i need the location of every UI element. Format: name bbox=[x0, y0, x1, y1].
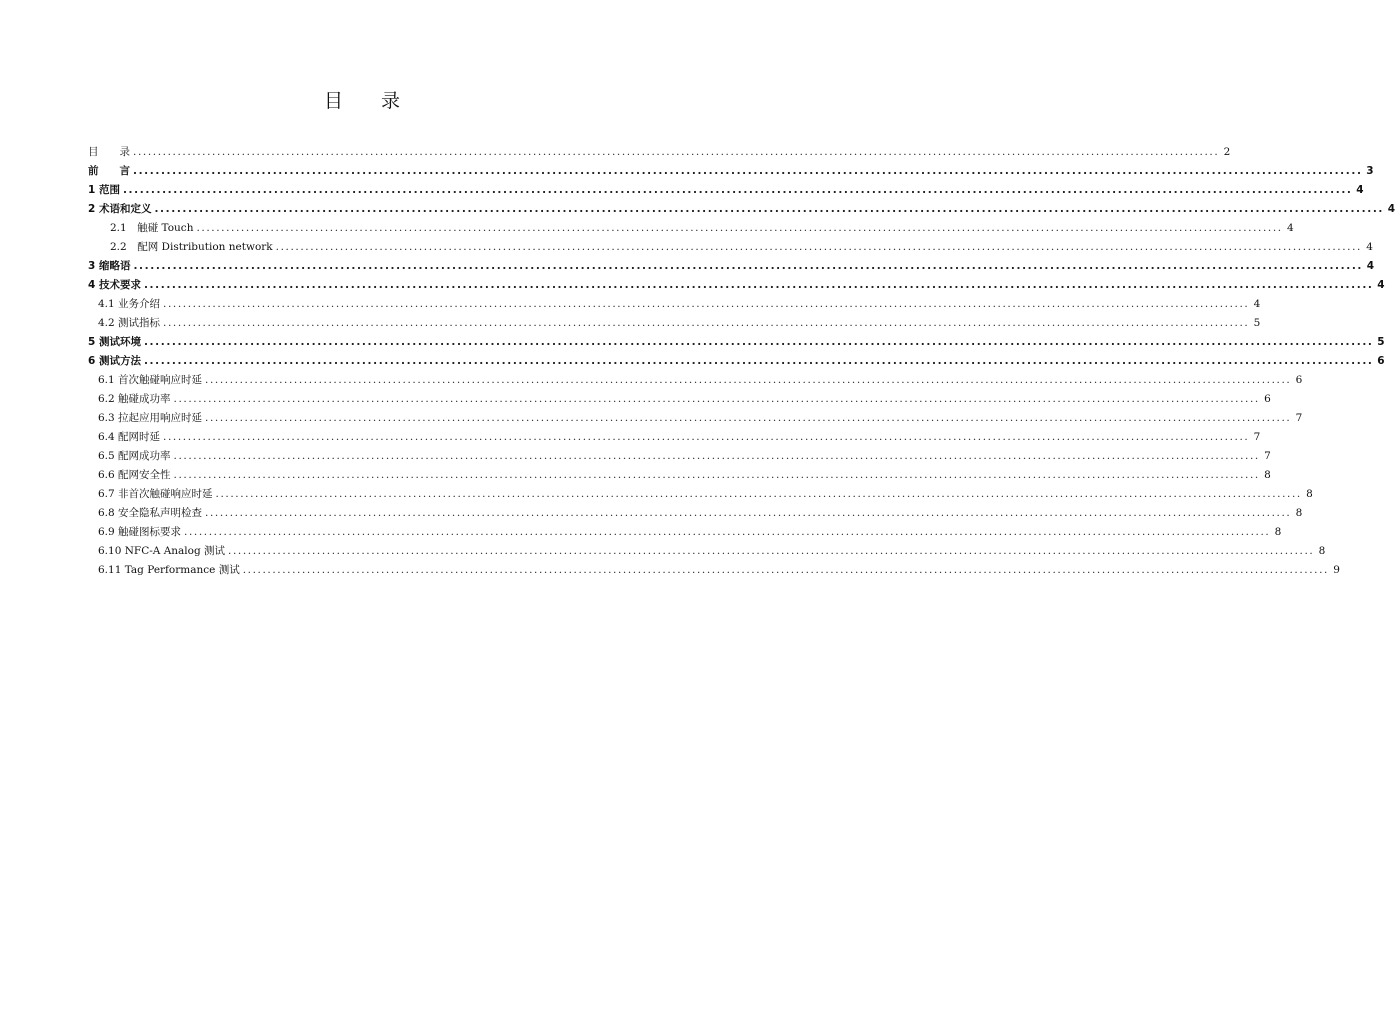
toc-entry-label: 6 测试方法 bbox=[88, 355, 141, 367]
toc-dot-leader: ............................................................................................................................................................................................................................ bbox=[184, 526, 1271, 538]
toc-entry-page-number: 4 bbox=[1377, 279, 1385, 291]
toc-entry-label: 前 言 bbox=[88, 165, 130, 177]
toc-entry-label: 2 术语和定义 bbox=[88, 203, 152, 215]
toc-entry[interactable] bbox=[88, 504, 1303, 523]
toc-dot-leader: ............................................................................................................................................................................................................................ bbox=[205, 374, 1292, 386]
toc-dot-leader: ............................................................................................................................................................................................................................ bbox=[133, 146, 1220, 158]
toc-entry-page-number: 7 bbox=[1253, 431, 1261, 443]
toc-entry-label: 6.6 配网安全性 bbox=[98, 469, 171, 481]
toc-entry[interactable] bbox=[88, 428, 1261, 447]
toc-entry-page-number: 8 bbox=[1264, 469, 1271, 481]
toc-entry-page-number: 7 bbox=[1264, 450, 1271, 462]
toc-entry[interactable] bbox=[88, 162, 1374, 181]
toc-entry[interactable] bbox=[88, 143, 1231, 162]
toc-entry-label: 6.8 安全隐私声明检查 bbox=[98, 507, 203, 519]
toc-entry-page-number: 4 bbox=[1366, 241, 1373, 253]
toc-entry-label: 4.1 业务介绍 bbox=[98, 298, 161, 310]
page-title-part1: 目 bbox=[323, 90, 343, 112]
toc-dot-leader: ............................................................................................................................................................................................................................ bbox=[205, 412, 1292, 424]
toc-dot-leader: ............................................................................................................................................................................................................................ bbox=[122, 184, 1353, 196]
toc-entry-page-number: 6 bbox=[1264, 393, 1271, 405]
toc-entry-page-number: 6 bbox=[1295, 374, 1303, 386]
toc-entry[interactable] bbox=[88, 257, 1374, 276]
toc-entry-page-number: 7 bbox=[1295, 412, 1303, 424]
table-of-contents bbox=[88, 143, 1395, 580]
toc-entry[interactable] bbox=[88, 333, 1385, 352]
toc-entry-page-number: 8 bbox=[1306, 488, 1313, 500]
toc-entry-page-number: 8 bbox=[1274, 526, 1282, 538]
toc-entry-label: 1 范围 bbox=[88, 184, 120, 196]
toc-entry-label: 6.5 配网成功率 bbox=[98, 450, 171, 462]
toc-entry-page-number: 6 bbox=[1377, 355, 1385, 367]
toc-entry-page-number: 8 bbox=[1318, 545, 1326, 557]
toc-entry[interactable] bbox=[88, 447, 1271, 466]
toc-entry-label: 6.3 拉起应用响应时延 bbox=[98, 412, 203, 424]
toc-entry-label: 5 测试环境 bbox=[88, 336, 141, 348]
toc-entry[interactable] bbox=[88, 523, 1282, 542]
toc-entry[interactable] bbox=[88, 238, 1373, 257]
toc-entry[interactable] bbox=[88, 390, 1271, 409]
toc-entry-page-number: 8 bbox=[1295, 507, 1303, 519]
toc-dot-leader: ............................................................................................................................................................................................................................ bbox=[173, 450, 1260, 462]
toc-dot-leader: ............................................................................................................................................................................................................................ bbox=[143, 355, 1374, 367]
toc-dot-leader: ............................................................................................................................................................................................................................ bbox=[163, 317, 1250, 329]
toc-entry-page-number: 2 bbox=[1223, 146, 1231, 158]
toc-entry[interactable] bbox=[88, 219, 1294, 238]
toc-entry[interactable] bbox=[88, 295, 1261, 314]
toc-dot-leader: ............................................................................................................................................................................................................................ bbox=[133, 260, 1363, 272]
toc-entry-label: 目 录 bbox=[88, 146, 130, 158]
toc-entry-label: 6.4 配网时延 bbox=[98, 431, 161, 443]
toc-entry-page-number: 3 bbox=[1366, 165, 1374, 177]
toc-entry-label: 2.2 配网 Distribution network bbox=[110, 241, 273, 253]
toc-dot-leader: ............................................................................................................................................................................................................................ bbox=[173, 469, 1260, 481]
toc-entry[interactable] bbox=[88, 371, 1303, 390]
toc-dot-leader: ............................................................................................................................................................................................................................ bbox=[173, 393, 1260, 405]
toc-dot-leader: ............................................................................................................................................................................................................................ bbox=[205, 507, 1292, 519]
toc-entry[interactable] bbox=[88, 314, 1261, 333]
toc-dot-leader: ............................................................................................................................................................................................................................ bbox=[228, 545, 1315, 557]
toc-entry-page-number: 5 bbox=[1253, 317, 1261, 329]
toc-entry[interactable] bbox=[88, 181, 1364, 200]
toc-dot-leader: ............................................................................................................................................................................................................................ bbox=[196, 222, 1283, 234]
toc-entry-label: 4.2 测试指标 bbox=[98, 317, 161, 329]
toc-entry[interactable] bbox=[88, 276, 1385, 295]
toc-dot-leader: ............................................................................................................................................................................................................................ bbox=[163, 298, 1250, 310]
toc-entry-page-number: 9 bbox=[1333, 564, 1340, 576]
toc-entry-page-number: 4 bbox=[1356, 184, 1364, 196]
toc-dot-leader: ............................................................................................................................................................................................................................ bbox=[242, 564, 1329, 576]
toc-entry[interactable] bbox=[88, 352, 1385, 371]
toc-entry-label: 3 缩略语 bbox=[88, 260, 131, 272]
toc-entry-label: 6.7 非首次触碰响应时延 bbox=[98, 488, 213, 500]
toc-dot-leader: ............................................................................................................................................................................................................................ bbox=[133, 165, 1363, 177]
toc-dot-leader: ............................................................................................................................................................................................................................ bbox=[215, 488, 1302, 500]
toc-entry-page-number: 4 bbox=[1253, 298, 1261, 310]
toc-dot-leader: ............................................................................................................................................................................................................................ bbox=[163, 431, 1250, 443]
toc-entry-label: 6.10 NFC-A Analog 测试 bbox=[98, 545, 226, 557]
toc-entry-label: 4 技术要求 bbox=[88, 279, 141, 291]
toc-dot-leader: ............................................................................................................................................................................................................................ bbox=[143, 279, 1374, 291]
toc-entry-page-number: 5 bbox=[1377, 336, 1385, 348]
page-title bbox=[0, 86, 724, 113]
page-title-part2: 录 bbox=[381, 90, 401, 112]
toc-entry[interactable] bbox=[88, 466, 1271, 485]
toc-entry[interactable] bbox=[88, 485, 1313, 504]
toc-entry-page-number: 4 bbox=[1287, 222, 1294, 234]
toc-entry-label: 6.1 首次触碰响应时延 bbox=[98, 374, 203, 386]
toc-dot-leader: ............................................................................................................................................................................................................................ bbox=[275, 241, 1362, 253]
toc-entry-label: 6.11 Tag Performance 测试 bbox=[98, 564, 240, 576]
toc-entry[interactable] bbox=[88, 200, 1395, 219]
toc-entry-page-number: 4 bbox=[1387, 203, 1395, 215]
toc-dot-leader: ............................................................................................................................................................................................................................ bbox=[143, 336, 1374, 348]
toc-entry[interactable] bbox=[88, 561, 1340, 580]
toc-entry[interactable] bbox=[88, 542, 1326, 561]
toc-entry-label: 2.1 触碰 Touch bbox=[110, 222, 194, 234]
toc-entry[interactable] bbox=[88, 409, 1303, 428]
toc-entry-label: 6.2 触碰成功率 bbox=[98, 393, 171, 405]
toc-entry-page-number: 4 bbox=[1366, 260, 1374, 272]
toc-entry-label: 6.9 触碰图标要求 bbox=[98, 526, 182, 538]
toc-dot-leader: ............................................................................................................................................................................................................................ bbox=[154, 203, 1384, 215]
